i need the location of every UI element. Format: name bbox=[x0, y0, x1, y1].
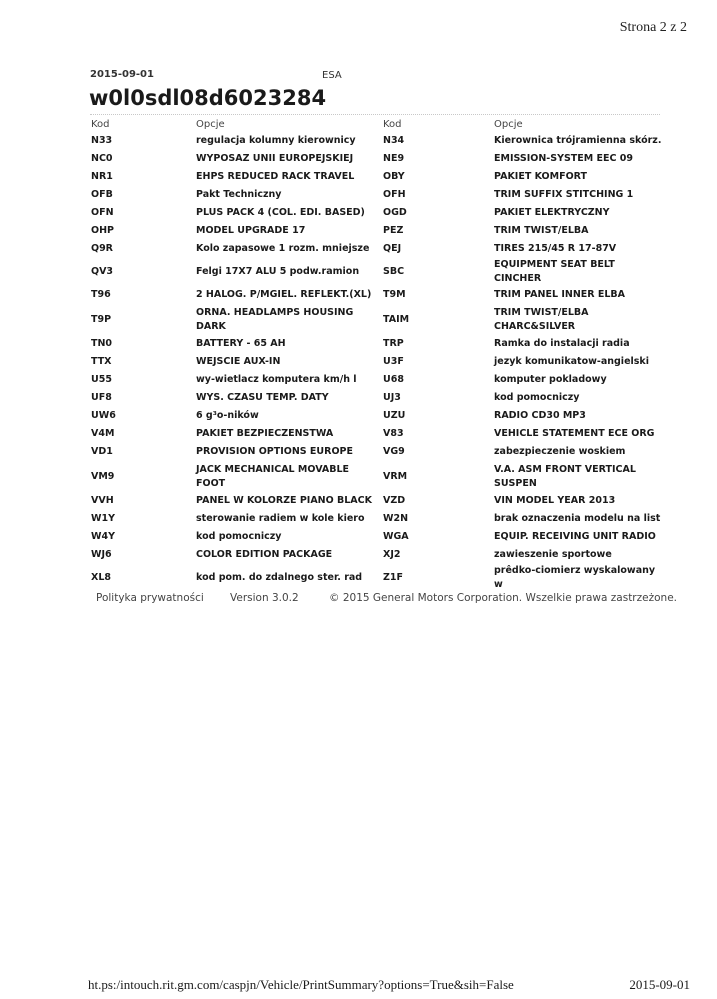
option-description: Pakt Techniczny bbox=[196, 189, 282, 200]
header-code: Kod bbox=[91, 118, 110, 130]
option-code: WGA bbox=[383, 531, 409, 542]
table-row bbox=[88, 510, 663, 528]
options-table bbox=[88, 116, 663, 592]
option-description: TIRES 215/45 R 17-87V bbox=[494, 243, 617, 254]
table-row bbox=[88, 371, 663, 389]
option-code: OBY bbox=[383, 171, 405, 182]
option-description: WEJSCIE AUX-IN bbox=[196, 356, 281, 367]
option-description: 2 HALOG. P/MGIEL. REFLEKT.(XL) bbox=[196, 289, 372, 300]
table-header-row bbox=[88, 116, 663, 132]
option-code: Z1F bbox=[383, 572, 403, 583]
option-description: RADIO CD30 MP3 bbox=[494, 410, 586, 421]
option-description: PLUS PACK 4 (COL. EDI. BASED) bbox=[196, 207, 365, 218]
option-code: W2N bbox=[383, 513, 409, 524]
header-options: Opcje bbox=[494, 118, 523, 130]
option-code: N34 bbox=[383, 135, 405, 146]
option-code: T9M bbox=[383, 289, 406, 300]
header-code: Kod bbox=[383, 118, 402, 130]
table-row bbox=[88, 168, 663, 186]
option-code: UJ3 bbox=[383, 392, 401, 403]
option-description: Ramka do instalacji radia bbox=[494, 338, 630, 349]
table-row bbox=[88, 546, 663, 564]
option-description: BATTERY - 65 AH bbox=[196, 338, 286, 349]
option-code: V4M bbox=[91, 428, 115, 439]
print-date-footer: 2015-09-01 bbox=[629, 977, 690, 992]
option-description: jezyk komunikatow-angielski bbox=[494, 356, 649, 367]
option-description: EQUIP. RECEIVING UNIT RADIO bbox=[494, 531, 656, 542]
option-code: WJ6 bbox=[91, 549, 112, 560]
table-row bbox=[88, 222, 663, 240]
option-code: NR1 bbox=[91, 171, 113, 182]
option-description: TRIM SUFFIX STITCHING 1 bbox=[494, 189, 634, 200]
option-code: TRP bbox=[383, 338, 404, 349]
option-description: TRIM TWIST/ELBA CHARC&SILVER bbox=[494, 306, 589, 332]
option-code: UZU bbox=[383, 410, 406, 421]
option-description: PAKIET ELEKTRYCZNY bbox=[494, 207, 610, 218]
option-code: TTX bbox=[91, 356, 112, 367]
option-code: VZD bbox=[383, 495, 406, 506]
table-row bbox=[88, 407, 663, 425]
table-row bbox=[88, 286, 663, 304]
option-code: T96 bbox=[91, 289, 111, 300]
option-code: T9P bbox=[91, 313, 112, 325]
option-code: XL8 bbox=[91, 572, 111, 583]
privacy-link[interactable]: Polityka prywatności bbox=[96, 592, 204, 604]
option-description: kod pomocniczy bbox=[494, 392, 580, 403]
option-code: XJ2 bbox=[383, 549, 401, 560]
option-code: SBC bbox=[383, 266, 405, 277]
option-description: VIN MODEL YEAR 2013 bbox=[494, 495, 616, 506]
option-description: Felgi 17X7 ALU 5 podw.ramion bbox=[196, 266, 360, 277]
option-code: V83 bbox=[383, 428, 404, 439]
option-code: N33 bbox=[91, 135, 113, 146]
option-description: TRIM PANEL INNER ELBA bbox=[494, 289, 626, 300]
version-label: Version 3.0.2 bbox=[230, 592, 299, 604]
table-row bbox=[88, 335, 663, 353]
header-options: Opcje bbox=[196, 118, 225, 130]
print-date: 2015-09-01 bbox=[90, 69, 154, 80]
option-code: OFB bbox=[91, 189, 113, 200]
option-description: kod pom. do zdalnego ster. rad bbox=[196, 572, 363, 583]
table-row bbox=[88, 461, 663, 492]
option-description: 6 g³o-ników bbox=[196, 410, 259, 421]
option-description: JACK MECHANICAL MOVABLE FOOT bbox=[196, 463, 350, 489]
option-code: W4Y bbox=[91, 531, 115, 542]
option-code: VM9 bbox=[91, 470, 115, 482]
table-row bbox=[88, 132, 663, 150]
option-description: wy-wietlacz komputera km/h l bbox=[196, 374, 357, 385]
option-description: TRIM TWIST/ELBA bbox=[494, 225, 589, 236]
option-code: NE9 bbox=[383, 153, 405, 164]
option-description: regulacja kolumny kierownicy bbox=[196, 135, 356, 146]
option-description: Kierownica trójramienna skórz. bbox=[494, 135, 662, 146]
option-description: brak oznaczenia modelu na list bbox=[494, 513, 661, 524]
option-description: kod pomocniczy bbox=[196, 531, 282, 542]
esa-label: ESA bbox=[322, 70, 342, 81]
table-row bbox=[88, 564, 663, 592]
divider bbox=[90, 114, 660, 115]
option-description: COLOR EDITION PACKAGE bbox=[196, 549, 333, 560]
option-code: U68 bbox=[383, 374, 404, 385]
option-description: EHPS REDUCED RACK TRAVEL bbox=[196, 171, 355, 182]
table-row bbox=[88, 492, 663, 510]
option-code: QEJ bbox=[383, 243, 402, 254]
option-description: EQUIPMENT SEAT BELT CINCHER bbox=[494, 259, 615, 284]
option-code: VD1 bbox=[91, 446, 113, 457]
option-code: OFN bbox=[91, 207, 114, 218]
option-code: U3F bbox=[383, 356, 404, 367]
table-row bbox=[88, 258, 663, 286]
table-row bbox=[88, 304, 663, 335]
table-row bbox=[88, 443, 663, 461]
option-description: ORNA. HEADLAMPS HOUSING DARK bbox=[196, 306, 354, 332]
option-code: OGD bbox=[383, 207, 407, 218]
copyright-notice: © 2015 General Motors Corporation. Wszelkie prawa zastrzeżone. bbox=[329, 592, 677, 604]
option-description: V.A. ASM FRONT VERTICAL SUSPEN bbox=[494, 463, 636, 489]
option-description: PANEL W KOLORZE PIANO BLACK bbox=[196, 495, 372, 506]
option-description: WYS. CZASU TEMP. DATY bbox=[196, 392, 329, 403]
option-code: UF8 bbox=[91, 392, 112, 403]
vin-number: w0l0sdl08d6023284 bbox=[89, 86, 327, 110]
option-description: Kolo zapasowe 1 rozm. mniejsze bbox=[196, 243, 370, 254]
option-description: PAKIET KOMFORT bbox=[494, 171, 588, 182]
option-description: MODEL UPGRADE 17 bbox=[196, 225, 306, 236]
option-description: EMISSION-SYSTEM EEC 09 bbox=[494, 153, 634, 164]
option-code: PEZ bbox=[383, 225, 404, 236]
table-row bbox=[88, 528, 663, 546]
option-code: TAIM bbox=[383, 313, 410, 325]
table-row bbox=[88, 150, 663, 168]
print-url: ht.ps:/intouch.rit.gm.com/caspjn/Vehicle/PrintSummary?options=True&sih=False bbox=[88, 977, 514, 992]
option-description: komputer pokladowy bbox=[494, 374, 607, 385]
option-code: W1Y bbox=[91, 513, 115, 524]
option-description: prêdko-ciomierz wyskalowany w bbox=[494, 565, 656, 590]
table-row bbox=[88, 240, 663, 258]
option-description: zawieszenie sportowe bbox=[494, 549, 612, 560]
option-code: VRM bbox=[383, 470, 408, 482]
table-row bbox=[88, 204, 663, 222]
table-row bbox=[88, 186, 663, 204]
option-description: sterowanie radiem w kole kiero bbox=[196, 513, 365, 524]
option-code: U55 bbox=[91, 374, 112, 385]
table-body bbox=[88, 132, 663, 592]
option-description: VEHICLE STATEMENT ECE ORG bbox=[494, 428, 655, 439]
option-description: zabezpieczenie woskiem bbox=[494, 446, 626, 457]
option-description: PROVISION OPTIONS EUROPE bbox=[196, 446, 353, 457]
page-number: Strona 2 z 2 bbox=[619, 20, 687, 35]
option-code: VG9 bbox=[383, 446, 405, 457]
option-code: UW6 bbox=[91, 410, 116, 421]
table-row bbox=[88, 353, 663, 371]
option-description: WYPOSAZ UNII EUROPEJSKIEJ bbox=[196, 153, 354, 164]
option-code: OHP bbox=[91, 225, 114, 236]
option-code: NC0 bbox=[91, 153, 113, 164]
option-code: Q9R bbox=[91, 243, 114, 254]
table-row bbox=[88, 425, 663, 443]
option-description: PAKIET BEZPIECZENSTWA bbox=[196, 428, 334, 439]
option-code: VVH bbox=[91, 495, 114, 506]
option-code: QV3 bbox=[91, 266, 114, 277]
table-row bbox=[88, 389, 663, 407]
option-code: TN0 bbox=[91, 338, 113, 349]
option-code: OFH bbox=[383, 189, 406, 200]
